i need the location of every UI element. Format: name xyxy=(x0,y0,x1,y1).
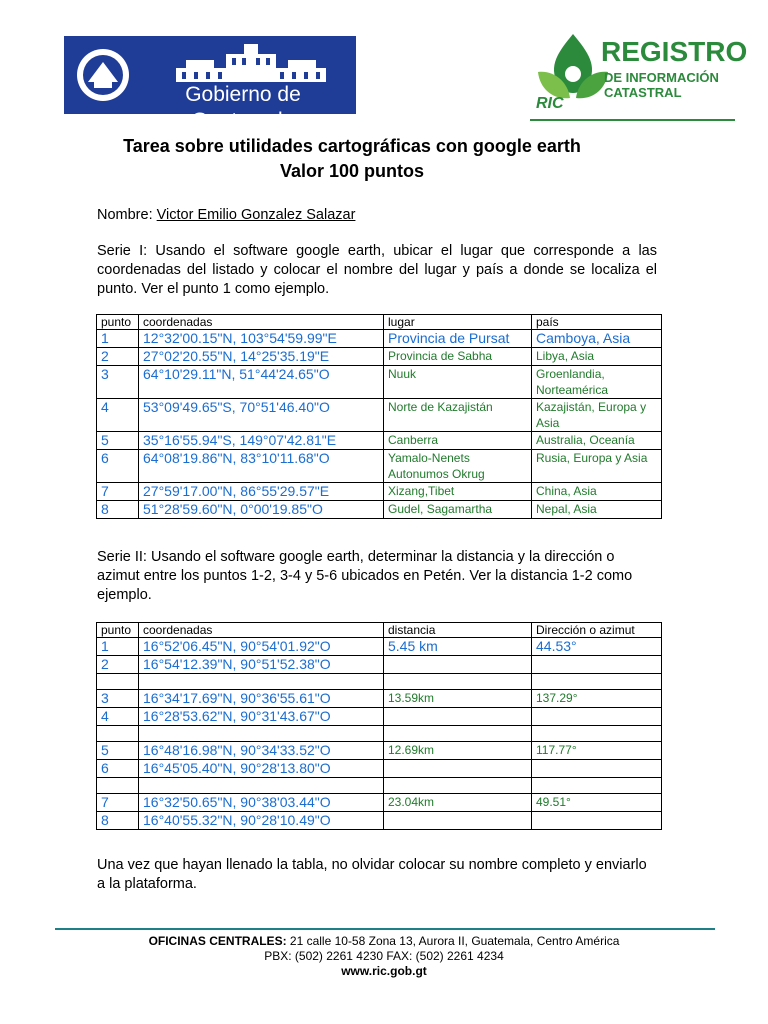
punto-cell: 4 xyxy=(97,399,139,432)
coord-cell xyxy=(139,778,384,794)
lugar-cell: Nuuk xyxy=(384,366,532,399)
footer-phones: PBX: (502) 2261 4230 FAX: (502) 2261 4234 xyxy=(264,949,504,963)
azimut-cell: 44.53° xyxy=(532,638,662,656)
header-cell: distancia xyxy=(384,623,532,638)
distancia-cell xyxy=(384,674,532,690)
footer-website[interactable]: www.ric.gob.gt xyxy=(341,964,427,978)
punto-cell xyxy=(97,674,139,690)
serie1-header-row xyxy=(97,315,662,330)
coord-cell: 64°10'29.11"N, 51°44'24.65"O xyxy=(139,366,384,399)
serie2-instructions: Serie II: Usando el software google earth, determinar la distancia y la dirección o azimut entre los puntos 1-2, 3-4 y 5-6 ubicados en Petén. Ver la distancia 1-2 como ejemplo. xyxy=(97,549,633,603)
table-row-spacer xyxy=(97,726,662,742)
pais-cell: Australia, Oceanía xyxy=(532,432,662,450)
table-row-spacer xyxy=(97,674,662,690)
lugar-cell: Gudel, Sagamartha xyxy=(384,501,532,519)
distancia-cell: 12.69km xyxy=(384,742,532,760)
coord-cell: 16°34'17.69"N, 90°36'55.61"O xyxy=(139,690,384,708)
lugar-cell: Xizang,Tibet xyxy=(384,483,532,501)
header-cell: punto xyxy=(97,623,139,638)
footer-divider xyxy=(55,928,715,930)
lugar-cell: Yamalo-Nenets Autonumos Okrug xyxy=(384,450,532,483)
punto-cell: 6 xyxy=(97,760,139,778)
coord-cell: 12°32'00.15"N, 103°54'59.99"E xyxy=(139,330,384,348)
header-cell: Dirección o azimut xyxy=(532,623,662,638)
header-cell: coordenadas xyxy=(139,623,384,638)
table-row xyxy=(97,330,662,348)
punto-cell: 3 xyxy=(97,366,139,399)
table-row xyxy=(97,760,662,778)
azimut-cell: 137.29° xyxy=(532,690,662,708)
coord-cell: 16°28'53.62"N, 90°31'43.67"O xyxy=(139,708,384,726)
table-row xyxy=(97,450,662,483)
doc-subtitle: Valor 100 puntos xyxy=(279,161,425,181)
punto-cell: 7 xyxy=(97,794,139,812)
coord-cell: 16°45'05.40"N, 90°28'13.80"O xyxy=(139,760,384,778)
punto-cell: 3 xyxy=(97,690,139,708)
coord-cell: 16°40'55.32"N, 90°28'10.49"O xyxy=(139,812,384,830)
serie2-header-row xyxy=(97,623,662,638)
coord-cell xyxy=(139,726,384,742)
serie2-table xyxy=(96,622,662,830)
nombre-value: Victor Emilio Gonzalez Salazar xyxy=(156,207,356,223)
footer-label: OFICINAS CENTRALES: xyxy=(148,934,287,948)
coord-cell: 16°48'16.98"N, 90°34'33.52"O xyxy=(139,742,384,760)
table-row xyxy=(97,708,662,726)
nombre-line xyxy=(97,206,657,225)
table-row-spacer xyxy=(97,778,662,794)
closing-instructions: Una vez que hayan llenado la tabla, no olvidar colocar su nombre completo y enviarlo a la plataforma. xyxy=(97,857,647,892)
coord-cell: 27°02'20.55"N, 14°25'35.19"E xyxy=(139,348,384,366)
table-row xyxy=(97,366,662,399)
coat-of-arms-icon xyxy=(74,46,132,104)
punto-cell xyxy=(97,726,139,742)
ric-registro-text: REGISTRO xyxy=(601,36,748,67)
distancia-cell xyxy=(384,726,532,742)
footer-address-line xyxy=(0,934,768,949)
nombre-label: Nombre: xyxy=(97,207,157,223)
punto-cell: 1 xyxy=(97,330,139,348)
header-cell: lugar xyxy=(384,315,532,330)
coord-cell: 27°59'17.00"N, 86°55'29.57"E xyxy=(139,483,384,501)
punto-cell: 2 xyxy=(97,348,139,366)
punto-cell xyxy=(97,778,139,794)
pais-cell: Groenlandia, Norteamérica xyxy=(532,366,662,399)
pais-cell: Libya, Asia xyxy=(532,348,662,366)
punto-cell: 5 xyxy=(97,432,139,450)
punto-cell: 8 xyxy=(97,501,139,519)
doc-title: Tarea sobre utilidades cartográficas con google earth xyxy=(123,136,581,156)
distancia-cell xyxy=(384,760,532,778)
distancia-cell: 5.45 km xyxy=(384,638,532,656)
punto-cell: 1 xyxy=(97,638,139,656)
ric-subtitle xyxy=(604,70,719,100)
header-cell: país xyxy=(532,315,662,330)
coord-cell: 16°52'06.45"N, 90°54'01.92"O xyxy=(139,638,384,656)
punto-cell: 7 xyxy=(97,483,139,501)
azimut-cell xyxy=(532,656,662,674)
azimut-cell xyxy=(532,708,662,726)
coord-cell: 51°28'59.60"N, 0°00'19.85"O xyxy=(139,501,384,519)
coord-cell: 16°32'50.65"N, 90°38'03.44"O xyxy=(139,794,384,812)
distancia-cell: 13.59km xyxy=(384,690,532,708)
coord-cell: 35°16'55.94"S, 149°07'42.81"E xyxy=(139,432,384,450)
serie1-table xyxy=(96,314,662,519)
footer-address: 21 calle 10-58 Zona 13, Aurora II, Guatemala, Centro América xyxy=(286,934,620,948)
lugar-cell: Provincia de Sabha xyxy=(384,348,532,366)
header-cell: coordenadas xyxy=(139,315,384,330)
table-row xyxy=(97,483,662,501)
azimut-cell xyxy=(532,726,662,742)
pais-cell: Kazajistán, Europa y Asia xyxy=(532,399,662,432)
lugar-cell: Provincia de Pursat xyxy=(384,330,532,348)
azimut-cell xyxy=(532,760,662,778)
ric-sub-line1: DE INFORMACIÓN xyxy=(604,70,719,85)
lugar-cell: Canberra xyxy=(384,432,532,450)
header-cell: punto xyxy=(97,315,139,330)
table-row xyxy=(97,399,662,432)
punto-cell: 2 xyxy=(97,656,139,674)
azimut-cell xyxy=(532,674,662,690)
punto-cell: 8 xyxy=(97,812,139,830)
pais-cell: Rusia, Europa y Asia xyxy=(532,450,662,483)
pais-cell: China, Asia xyxy=(532,483,662,501)
distancia-cell: 23.04km xyxy=(384,794,532,812)
coord-cell: 16°54'12.39"N, 90°51'52.38"O xyxy=(139,656,384,674)
azimut-cell xyxy=(532,778,662,794)
table-row xyxy=(97,656,662,674)
pais-cell: Nepal, Asia xyxy=(532,501,662,519)
coord-cell: 64°08'19.86"N, 83°10'11.68"O xyxy=(139,450,384,483)
ric-mark: RIC xyxy=(536,95,564,110)
punto-cell: 6 xyxy=(97,450,139,483)
table-row xyxy=(97,742,662,760)
coord-cell xyxy=(139,674,384,690)
table-row xyxy=(97,812,662,830)
palace-icon xyxy=(176,42,326,82)
punto-cell: 4 xyxy=(97,708,139,726)
coord-cell: 53°09'49.65"S, 70°51'46.40"O xyxy=(139,399,384,432)
lugar-cell: Norte de Kazajistán xyxy=(384,399,532,432)
gobierno-logo xyxy=(64,36,356,132)
header-divider xyxy=(530,119,735,121)
distancia-cell xyxy=(384,708,532,726)
azimut-cell xyxy=(532,812,662,830)
table-row xyxy=(97,638,662,656)
table-row xyxy=(97,348,662,366)
azimut-cell: 49.51° xyxy=(532,794,662,812)
punto-cell: 5 xyxy=(97,742,139,760)
table-row xyxy=(97,501,662,519)
table-row xyxy=(97,432,662,450)
azimut-cell: 117.77° xyxy=(532,742,662,760)
serie1-instructions: Serie I: Usando el software google earth, ubicar el lugar que corresponde a las coordenadas del listado y colocar el nombre del lugar y país a donde se localiza el punto. Ver el punto 1 como ejemplo. xyxy=(97,243,657,297)
ric-sub-line2: CATASTRAL xyxy=(604,85,682,100)
table-row xyxy=(97,794,662,812)
pais-cell: Camboya, Asia xyxy=(532,330,662,348)
distancia-cell xyxy=(384,812,532,830)
gobierno-text: Gobierno de Guatemala xyxy=(185,83,301,132)
distancia-cell xyxy=(384,778,532,794)
table-row xyxy=(97,690,662,708)
distancia-cell xyxy=(384,656,532,674)
